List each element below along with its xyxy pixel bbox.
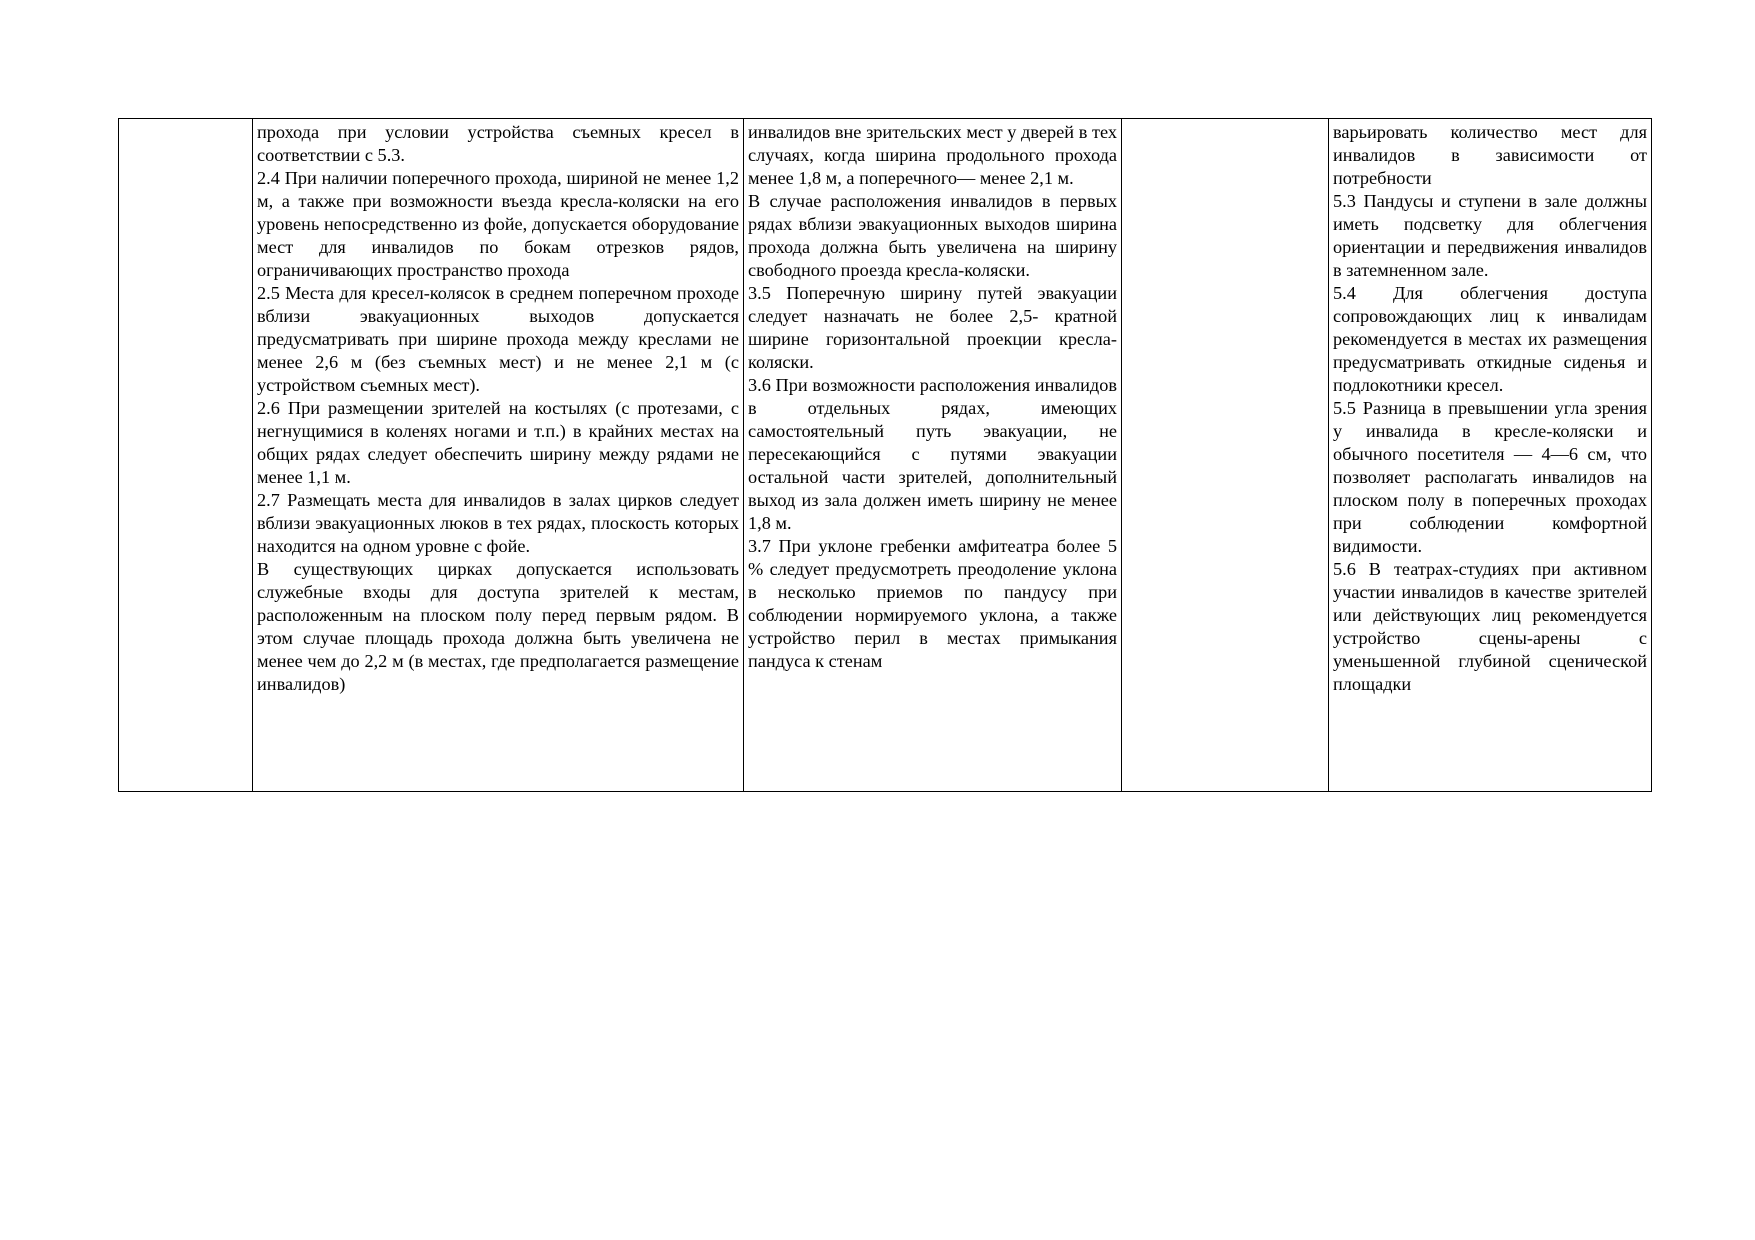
paragraph: 5.3 Пандусы и ступени в зале должны иметь подсветку для облегчения ориентации и передвижения инвалидов в затемненном зале. [1333,191,1647,280]
paragraph: В существующих цирках допускается использовать служебные входы для доступа зрителей к местам, расположенным на плоском полу перед первым рядом. В этом случае площадь прохода должна быть увеличена не менее чем до 2,2 м (в местах, где предполагается размещение инвалидов) [257,559,739,694]
table-cell-col-4 [1122,119,1329,792]
paragraph: 2.5 Места для кресел-колясок в среднем поперечном проходе вблизи эвакуационных выходов допускается предусматривать при ширине прохода между креслами не менее 2,6 м (без съемных мест) и не менее 2,1 м (с устройством съемных мест). [257,283,739,395]
paragraph: прохода при условии устройства съемных кресел в соответствии с 5.3. [257,122,739,165]
paragraph: 2.7 Размещать места для инвалидов в залах цирков следует вблизи эвакуационных люков в тех рядах, плоскость которых находится на одном уровне с фойе. [257,490,739,556]
table-cell-col-1 [119,119,253,792]
table-cell-col-3 [744,119,1122,792]
requirements-table [118,118,1652,792]
paragraph: 5.5 Разница в превышении угла зрения у инвалида в кресле-коляски и обычного посетителя — 4—6 см, что позволяет располагать инвалидов на плоском полу в поперечных проходах при соблюдении комфортной видимости. [1333,398,1647,556]
paragraph: 2.6 При размещении зрителей на костылях (с протезами, с негнущимися в коленях ногами и т.п.) в крайних местах на общих рядах следует обеспечить ширину между рядами не менее 1,1 м. [257,398,739,487]
paragraph: 3.7 При уклоне гребенки амфитеатра более 5 % следует предусмотреть преодоление уклона в несколько приемов по пандусу при соблюдении нормируемого уклона, а также устройство перил в местах примыкания пандуса к стенам [748,536,1117,671]
table-cell-col-5 [1329,119,1652,792]
table-row [119,119,1652,792]
table-cell-col-2 [253,119,744,792]
paragraph: 3.5 Поперечную ширину путей эвакуации следует назначать не более 2,5- кратной ширине горизонтальной проекции кресла-коляски. [748,283,1117,372]
paragraph: 5.4 Для облегчения доступа сопровождающих лиц к инвалидам рекомендуется в местах их размещения предусматривать откидные сиденья и подлокотники кресел. [1333,283,1647,395]
paragraph: 2.4 При наличии поперечного прохода, шириной не менее 1,2 м, а также при возможности въезда кресла-коляски на его уровень непосредственно из фойе, допускается оборудование мест для инвалидов по бокам отрезков рядов, ограничивающих пространство прохода [257,168,739,280]
paragraph: инвалидов вне зрительских мест у дверей в тех случаях, когда ширина продольного прохода менее 1,8 м, а поперечного— менее 2,1 м. [748,122,1117,188]
paragraph: 5.6 В театрах-студиях при активном участии инвалидов в качестве зрителей или действующих лиц рекомендуется устройство сцены-арены с уменьшенной глубиной сценической площадки [1333,559,1647,694]
paragraph: 3.6 При возможности расположения инвалидов в отдельных рядах, имеющих самостоятельный путь эвакуации, не пересекающийся с путями эвакуации остальной части зрителей, дополнительный выход из зала должен иметь ширину не менее 1,8 м. [748,375,1117,533]
paragraph: В случае расположения инвалидов в первых рядах вблизи эвакуационных выходов ширина прохода должна быть увеличена на ширину свободного проезда кресла-коляски. [748,191,1117,280]
paragraph: варьировать количество мест для инвалидов в зависимости от потребности [1333,122,1647,188]
